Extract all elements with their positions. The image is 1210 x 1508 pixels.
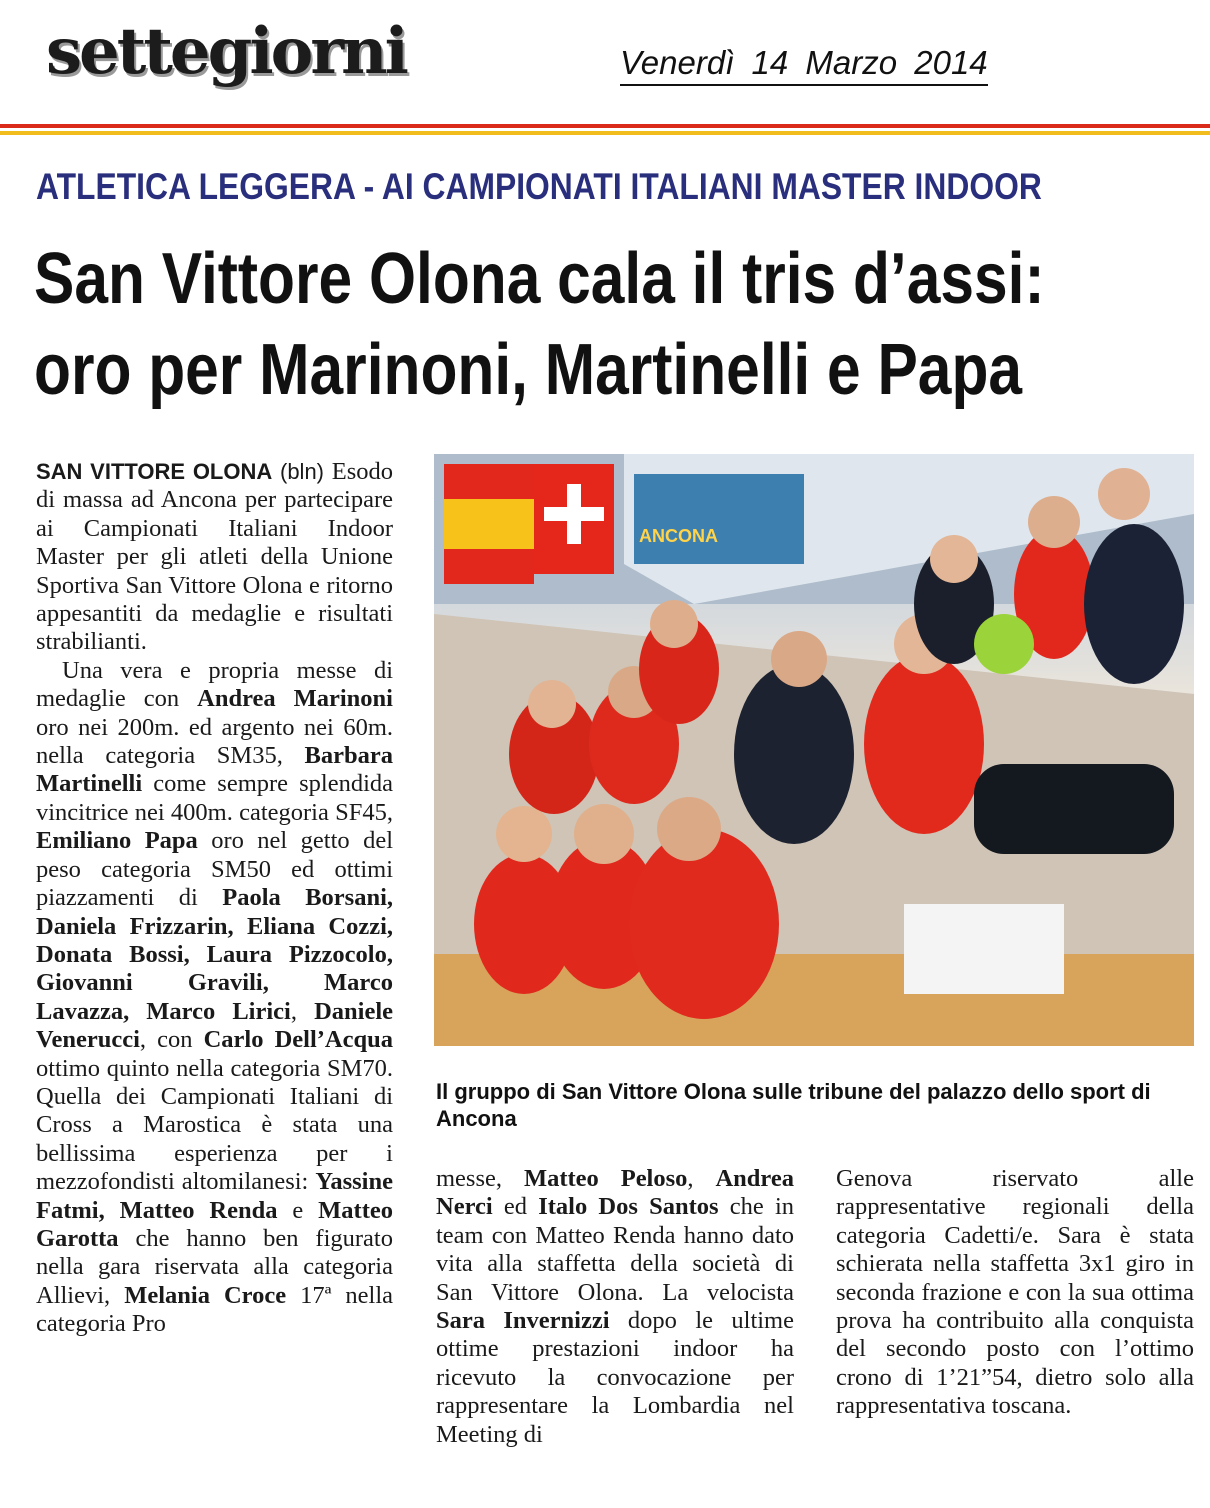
article-column-2 xyxy=(436,1165,794,1449)
team-photo-illustration xyxy=(434,454,1194,1046)
athlete-name: Emiliano Papa xyxy=(36,827,198,855)
text: Una vera e propria messe di medaglie con xyxy=(36,656,393,713)
paragraph-2 xyxy=(36,657,393,1339)
ancona-banner-text: ANCONA xyxy=(639,526,718,546)
athlete-name: Andrea Nerci xyxy=(436,1165,794,1221)
dateline: SAN VITTORE OLONA xyxy=(36,459,273,484)
text: 17ª nella categoria Pro xyxy=(36,1281,394,1338)
headline-line-1: San Vittore Olona cala il tris d’assi: xyxy=(34,239,1045,319)
paragraph-1 xyxy=(36,458,393,657)
headline-line-2: oro per Marinoni, Martinelli e Papa xyxy=(34,330,1023,410)
photo-caption: Il gruppo di San Vittore Olona sulle tribune del palazzo dello sport di Ancona xyxy=(436,1079,1151,1131)
athlete-name: Matteo Garotta xyxy=(36,1196,393,1252)
article-headline xyxy=(34,234,1045,416)
athlete-name: Andrea Marinoni xyxy=(197,685,393,713)
athlete-name: Italo Dos Santos xyxy=(538,1193,719,1221)
athlete-name: Matteo Peloso xyxy=(523,1165,688,1192)
athlete-name: Yassine Fatmi, Matteo Renda xyxy=(36,1168,393,1224)
text: , xyxy=(290,997,315,1025)
paragraph-3 xyxy=(436,1165,794,1449)
article-column-3 xyxy=(836,1165,1194,1421)
text: oro nel getto del peso categoria SM50 ed ottimi piazzamenti di xyxy=(36,827,393,912)
masthead-logo: settegiorni xyxy=(46,14,406,89)
issue-date: Venerdì 14 Marzo 2014 xyxy=(620,44,988,86)
text: ottimo quinto nella categoria SM70. Quella dei Campionati Italiani di Cross a Marostica è stata una bellissima esperienza per i mezzofondisti altomilanesi: xyxy=(36,1054,393,1196)
article-column-1 xyxy=(36,458,393,1339)
text: , con xyxy=(139,1026,204,1054)
byline: (bln) xyxy=(280,459,325,484)
text: e xyxy=(277,1196,319,1224)
text: dopo le ultime ottime prestazioni indoor ha ricevuto la convocazione per rappresentare la Lombardia nel Meeting di xyxy=(436,1307,794,1448)
text: , xyxy=(687,1165,716,1192)
header-rule-red xyxy=(0,124,1210,128)
article-kicker: ATLETICA LEGGERA - AI CAMPIONATI ITALIANI MASTER INDOOR xyxy=(36,166,1042,207)
header-rule-yellow xyxy=(0,131,1210,135)
text: Esodo di massa ad Ancona per partecipare ai Campionati Italiani Indoor Master per gli atleti della Unione Sportiva San Vittore Olona e ritorno appesantiti da medaglie e risultati strabilianti. xyxy=(36,458,393,656)
text: oro nei 200m. ed argento nei 60m. nella categoria SM35, xyxy=(36,713,393,770)
athlete-name: Sara Invernizzi xyxy=(436,1307,610,1335)
text: che in team con Matteo Renda hanno dato vita alla staffetta della società di San Vittore Olona. La velocista xyxy=(436,1193,794,1306)
text: come sempre splendida vincitrice nei 400m. categoria SF45, xyxy=(36,770,393,826)
athlete-name: Carlo Dell’Acqua xyxy=(203,1026,393,1054)
text: Genova riservato alle rappresentative regionali della categoria Cadetti/e. Sara è stata schierata nella staffetta 3x1 giro in seconda frazione e con la sua ottima prova ha contribuito alla conquista del secondo posto con l’ottimo crono di 1’21”54, dietro solo alla rappresentativa toscana. xyxy=(836,1165,1194,1420)
paragraph-4 xyxy=(836,1165,1194,1421)
text: ed xyxy=(492,1193,539,1221)
athlete-name: Paola Borsani, Daniela Frizzarin, Eliana Cozzi, Donata Bossi, Laura Pizzocolo, Giovanni Gravili, Marco Lavazza, Marco Lirici xyxy=(36,884,393,1025)
athlete-name: Daniele Venerucci xyxy=(36,997,393,1054)
athlete-name: Melania Croce xyxy=(124,1281,287,1309)
athlete-name: Barbara Martinelli xyxy=(36,742,393,798)
text: messe, xyxy=(436,1165,524,1192)
article-photo xyxy=(434,454,1194,1046)
text: che hanno ben figurato nella gara riservata alla categoria Allievi, xyxy=(36,1224,393,1309)
